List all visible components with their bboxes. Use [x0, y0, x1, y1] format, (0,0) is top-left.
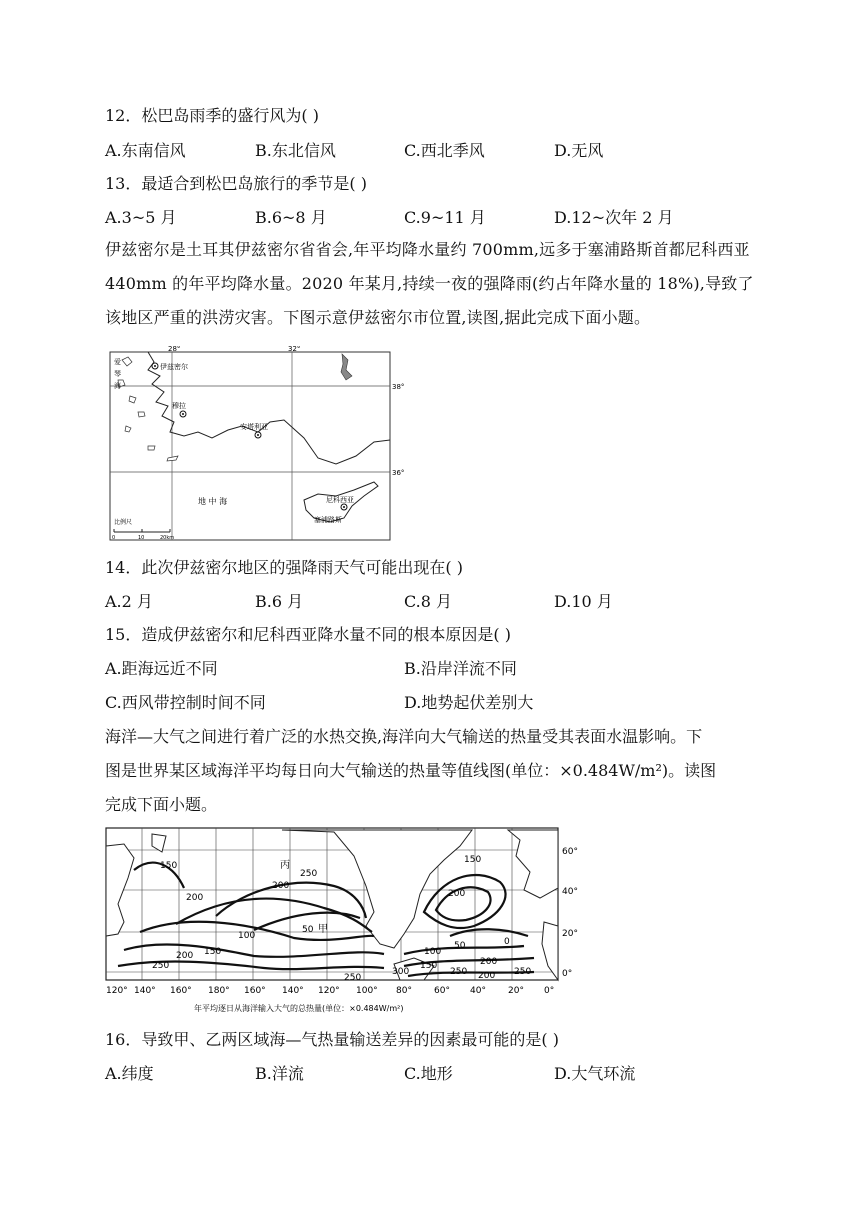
q13-option-c: C.9~11 月 [404, 208, 486, 227]
svg-text:40°: 40° [562, 887, 578, 897]
q15-option-b: B.沿岸洋流不同 [404, 659, 517, 678]
passage-heat-line1: 海洋—大气之间进行着广泛的水热交换,海洋向大气输送的热量受其表面水温影响。下 [105, 727, 703, 746]
izmir-location-map [108, 346, 418, 542]
svg-text:140°: 140° [134, 986, 156, 996]
q15-option-c: C.西风带控制时间不同 [105, 693, 266, 712]
svg-text:40°: 40° [470, 986, 486, 996]
svg-text:250: 250 [450, 967, 468, 977]
q12-option-b: B.东北信风 [255, 141, 336, 160]
ocean-heat-flux-map [104, 826, 582, 1016]
q15-option-a: A.距海远近不同 [105, 659, 218, 678]
q12-option-c: C.西北季风 [404, 141, 485, 160]
svg-text:140°: 140° [282, 986, 304, 996]
svg-text:50: 50 [302, 925, 314, 935]
question-14-stem: 14．此次伊兹密尔地区的强降雨天气可能出现在( ) [105, 558, 463, 577]
svg-text:200: 200 [448, 889, 466, 899]
svg-text:150: 150 [160, 861, 178, 871]
svg-text:150: 150 [204, 947, 222, 957]
svg-text:150: 150 [420, 961, 438, 971]
question-15-stem: 15．造成伊兹密尔和尼科西亚降水量不同的根本原因是( ) [105, 625, 511, 644]
svg-text:300: 300 [392, 967, 410, 977]
lon-label-28: 28° [168, 346, 181, 353]
lat-label-36: 36° [392, 469, 405, 477]
q14-option-a: A.2 月 [105, 592, 153, 611]
mugla-label: 穆拉 [172, 402, 186, 410]
scale-title: 比例尺 [114, 519, 133, 526]
q12-option-a: A.东南信风 [105, 141, 186, 160]
svg-text:250: 250 [300, 869, 318, 879]
svg-text:200: 200 [478, 971, 496, 981]
passage-heat-line2: 图是世界某区域海洋平均每日向大气输送的热量等值线图(单位：×0.484W/m²)。读图 [105, 761, 717, 780]
question-16-stem: 16．导致甲、乙两区域海—气热量输送差异的因素最可能的是( ) [105, 1030, 559, 1049]
q16-option-a: A.纬度 [105, 1064, 154, 1083]
question-12-stem: 12．松巴岛雨季的盛行风为( ) [105, 106, 319, 125]
svg-text:200: 200 [480, 957, 498, 967]
q16-option-d: D.大气环流 [554, 1064, 636, 1083]
cyprus-label: 塞浦路斯 [314, 516, 342, 524]
q13-option-d: D.12~次年 2 月 [554, 208, 674, 227]
svg-text:海: 海 [114, 382, 121, 390]
q15-option-d: D.地势起伏差别大 [404, 693, 534, 712]
map2-caption: 年平均逐日从海洋输入大气的总热量(单位：×0.484W/m²) [194, 1004, 404, 1013]
izmir-label: 伊兹密尔 [160, 363, 188, 371]
svg-text:100: 100 [424, 947, 442, 957]
antalya-label: 安塔利亚 [240, 423, 268, 431]
q14-option-b: B.6 月 [255, 592, 304, 611]
svg-text:80°: 80° [396, 986, 412, 996]
svg-text:200: 200 [186, 893, 204, 903]
svg-text:150: 150 [464, 855, 482, 865]
svg-text:爱: 爱 [114, 358, 121, 366]
svg-text:160°: 160° [244, 986, 266, 996]
q12-option-d: D.无风 [554, 141, 604, 160]
passage-heat-line3: 完成下面小题。 [105, 795, 218, 814]
svg-text:100: 100 [238, 931, 256, 941]
q13-option-b: B.6~8 月 [255, 208, 327, 227]
svg-text:0: 0 [504, 937, 510, 947]
svg-text:0: 0 [112, 535, 116, 541]
svg-text:100°: 100° [356, 986, 378, 996]
svg-text:200: 200 [176, 951, 194, 961]
question-13-stem: 13．最适合到松巴岛旅行的季节是( ) [105, 174, 367, 193]
svg-text:0°: 0° [544, 986, 555, 996]
svg-text:20°: 20° [508, 986, 524, 996]
svg-text:20°: 20° [562, 929, 578, 939]
passage-izmir: 伊兹密尔是土耳其伊兹密尔省省会,年平均降水量约 700mm,远多于塞浦路斯首都尼科西亚 440mm 的年平均降水量。2020 年某月,持续一夜的强降雨(约占年降水量的 18%),导致了该地区严重的洪涝灾害。下图示意伊兹密尔市位置,读图,据此完成下面小题。 [105, 240, 754, 327]
marker-bing: 丙 [280, 860, 290, 871]
svg-text:180°: 180° [208, 986, 230, 996]
svg-text:250: 250 [344, 973, 362, 983]
svg-text:250: 250 [514, 967, 532, 977]
svg-text:50: 50 [454, 941, 466, 951]
svg-text:160°: 160° [170, 986, 192, 996]
svg-text:200: 200 [272, 881, 290, 891]
q16-option-b: B.洋流 [255, 1064, 304, 1083]
q14-option-d: D.10 月 [554, 592, 613, 611]
svg-text:60°: 60° [562, 847, 578, 857]
q14-option-c: C.8 月 [404, 592, 453, 611]
marker-jia: 甲 [318, 924, 328, 935]
svg-text:60°: 60° [434, 986, 450, 996]
q16-option-c: C.地形 [404, 1064, 453, 1083]
nicosia-label: 尼科西亚 [326, 496, 354, 504]
svg-text:250: 250 [152, 961, 170, 971]
mediterranean-label: 地 中 海 [198, 497, 228, 506]
svg-text:20km: 20km [160, 535, 175, 541]
svg-text:0°: 0° [562, 969, 573, 979]
lon-label-32: 32° [288, 346, 301, 353]
svg-text:琴: 琴 [114, 370, 121, 378]
svg-text:10: 10 [138, 535, 145, 541]
lat-label-38: 38° [392, 383, 405, 391]
svg-text:120°: 120° [106, 986, 128, 996]
q13-option-a: A.3~5 月 [105, 208, 177, 227]
svg-text:120°: 120° [318, 986, 340, 996]
